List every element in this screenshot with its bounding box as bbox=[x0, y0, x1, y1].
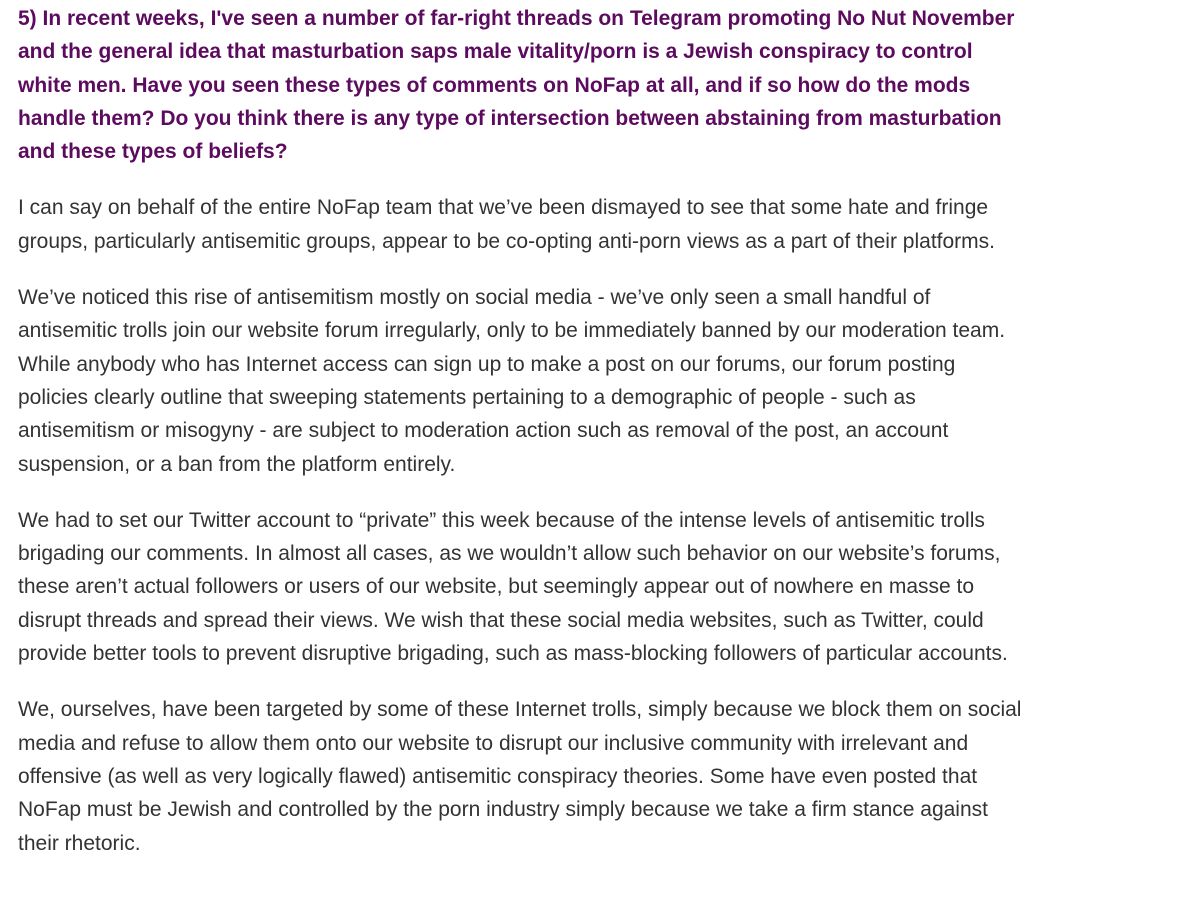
answer-paragraph-1: I can say on behalf of the entire NoFap team that we’ve been dismayed to see that some hate and fringe groups, particularly antisemitic groups, appear to be co-opting anti-porn views as a part of their platforms. bbox=[18, 196, 995, 253]
article-body bbox=[18, 2, 1184, 883]
answer-paragraph-4: We, ourselves, have been targeted by some of these Internet trolls, simply because we block them on social media and refuse to allow them onto our website to disrupt our inclusive community with irrelevant and offensive (as well as very logically flawed) antisemitic conspiracy theories. Some have even posted that NoFap must be Jewish and controlled by the porn industry simply because we take a firm stance against their rhetoric. bbox=[18, 698, 1022, 855]
answer-paragraph-3: We had to set our Twitter account to “private” this week because of the intense levels of antisemitic trolls brigading our comments. In almost all cases, as we wouldn’t allow such behavior on our website’s forums, these aren’t actual followers or users of our website, but seemingly appear out of nowhere en masse to disrupt threads and spread their views. We wish that these social media websites, such as Twitter, could provide better tools to prevent disruptive brigading, such as mass-blocking followers of particular accounts. bbox=[18, 508, 1008, 666]
answer-paragraph-2: We’ve noticed this rise of antisemitism mostly on social media - we’ve only seen a small handful of antisemitic trolls join our website forum irregularly, only to be immediately banned by our moderation team. While anybody who has Internet access can sign up to make a post on our forums, our forum posting policies clearly outline that sweeping statements pertaining to a demographic of people - such as antisemitism or misogyny - are subject to moderation action such as removal of the post, an account suspension, or a ban from the platform entirely. bbox=[18, 286, 1006, 476]
interview-question: 5) In recent weeks, I've seen a number of far-right threads on Telegram promoting No Nut November and the general idea that masturbation saps male vitality/porn is a Jewish conspiracy to control white men. Have you seen these types of comments on NoFap at all, and if so how do the mods handle them? Do you think there is any type of intersection between abstaining from masturbation and these types of beliefs? bbox=[18, 7, 1015, 164]
